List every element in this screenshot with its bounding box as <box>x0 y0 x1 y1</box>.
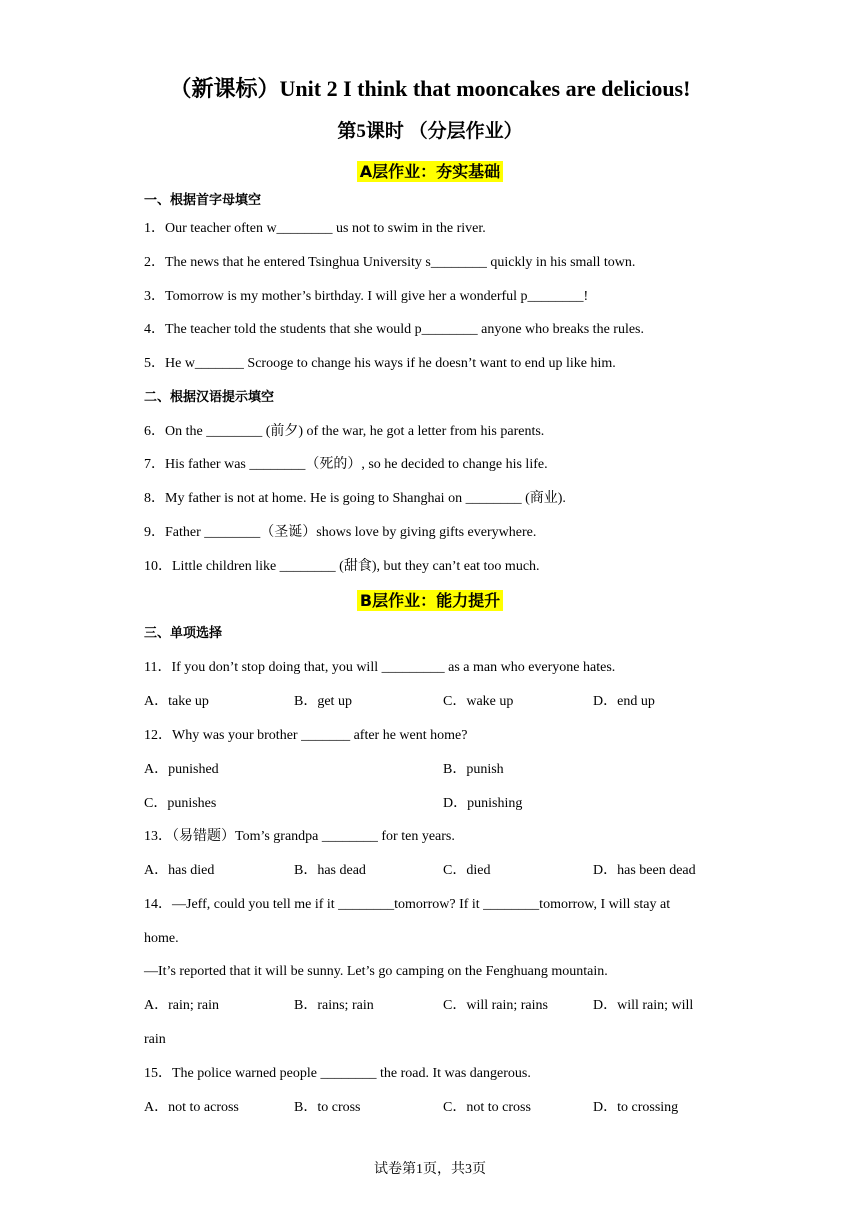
question-11: 11．If you don’t stop doing that, you will _________ as a man who everyone hates. <box>144 660 616 675</box>
level-a-label: A层作业：夯实基础 <box>357 161 503 182</box>
section-1-heading: 一、根据首字母填空 <box>144 193 262 208</box>
question-6: 6．On the ________ (前夕) of the war, he got a letter from his parents. <box>144 424 545 439</box>
q11-option-a: A．take up <box>144 694 209 709</box>
level-a-banner <box>0 159 860 186</box>
question-14-reply: —It’s reported that it will be sunny. Let’s go camping on the Fenghuang mountain. <box>144 964 608 979</box>
q14-option-b: B．rains; rain <box>294 998 374 1013</box>
question-1: 1．Our teacher often w________ us not to swim in the river. <box>144 221 486 236</box>
q12-option-b: B．punish <box>443 762 504 777</box>
q15-option-d: D．to crossing <box>593 1100 679 1115</box>
level-b-label: B层作业：能力提升 <box>357 590 503 611</box>
q12-option-d: D．punishing <box>443 796 523 811</box>
page-subtitle: 第5课时 （分层作业） <box>337 121 523 142</box>
q13-option-b: B．has dead <box>294 863 366 878</box>
question-12: 12．Why was your brother _______ after he went home? <box>144 728 468 743</box>
level-b-banner <box>0 588 860 615</box>
section-3-heading: 三、单项选择 <box>144 626 223 641</box>
q14-option-d: D．will rain; will <box>593 998 694 1013</box>
q13-option-c: C．died <box>443 863 491 878</box>
q11-option-b: B．get up <box>294 694 352 709</box>
question-5: 5．He w_______ Scrooge to change his ways if he doesn’t want to end up like him. <box>144 356 616 371</box>
question-10: 10．Little children like ________ (甜食), but they can’t eat too much. <box>144 559 540 574</box>
question-7: 7．His father was ________（死的）, so he decided to change his life. <box>144 457 548 472</box>
q13-option-d: D．has been dead <box>593 863 696 878</box>
section-2-heading: 二、根据汉语提示填空 <box>144 390 275 405</box>
question-9: 9．Father ________（圣诞）shows love by giving gifts everywhere. <box>144 525 537 540</box>
q15-option-a: A．not to across <box>144 1100 239 1115</box>
question-2: 2．The news that he entered Tsinghua University s________ quickly in his small town. <box>144 255 636 270</box>
q15-option-c: C．not to cross <box>443 1100 531 1115</box>
question-8: 8．My father is not at home. He is going to Shanghai on ________ (商业). <box>144 491 566 506</box>
q14-option-c: C．will rain; rains <box>443 998 548 1013</box>
q11-option-c: C．wake up <box>443 694 514 709</box>
question-3: 3．Tomorrow is my mother’s birthday. I will give her a wonderful p________! <box>144 289 589 304</box>
q14-option-a: A．rain; rain <box>144 998 220 1013</box>
q15-option-b: B．to cross <box>294 1100 361 1115</box>
q12-option-c: C．punishes <box>144 796 217 811</box>
question-4: 4．The teacher told the students that she would p________ anyone who breaks the rules. <box>144 322 644 337</box>
q12-option-a: A．punished <box>144 762 219 777</box>
q13-option-a: A．has died <box>144 863 215 878</box>
page-footer: 试卷第1页，共3页 <box>374 1162 486 1177</box>
page-title: （新课标）Unit 2 I think that mooncakes are delicious! <box>169 76 691 101</box>
q11-option-d: D．end up <box>593 694 655 709</box>
question-13: 13．（易错题）Tom’s grandpa ________ for ten years. <box>144 829 455 844</box>
question-14-continued: home. <box>144 931 179 946</box>
question-15: 15．The police warned people ________ the road. It was dangerous. <box>144 1066 531 1081</box>
q14-option-d-continued: rain <box>144 1032 166 1047</box>
question-14: 14．—Jeff, could you tell me if it ________tomorrow? If it ________tomorrow, I will stay at <box>144 897 671 912</box>
